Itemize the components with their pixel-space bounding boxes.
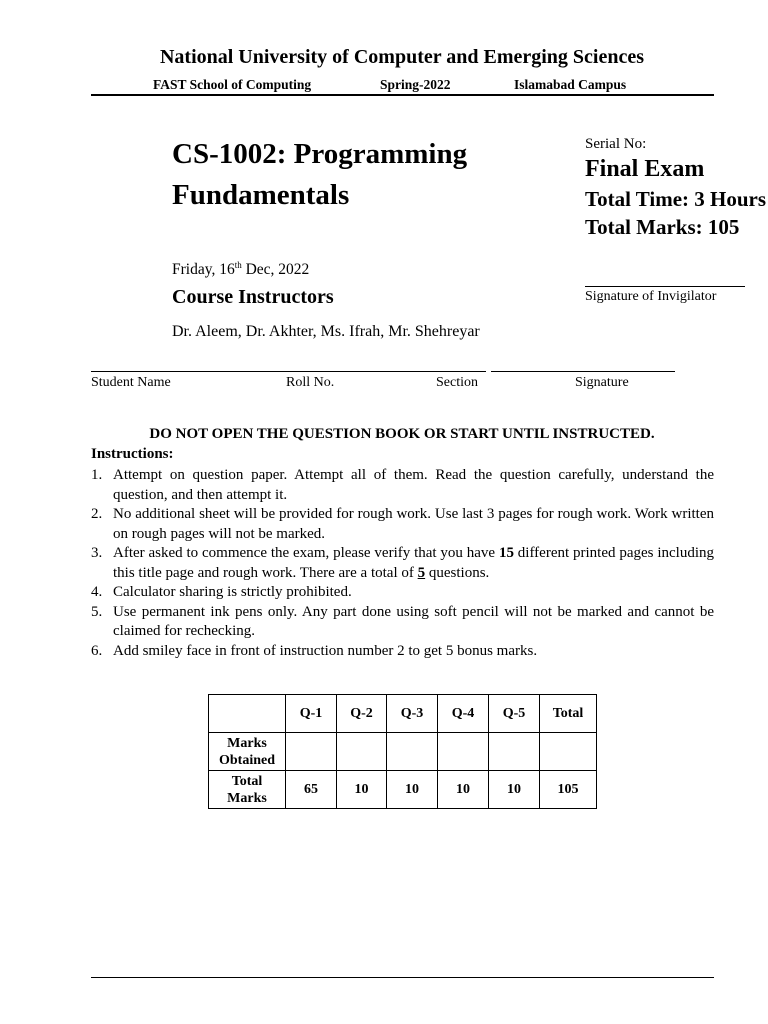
total-marks-cell: 65 [286,771,337,809]
total-time: Total Time: 3 Hours [585,187,767,211]
serial-number-label: Serial No: [585,136,647,152]
instruction-item [91,583,714,603]
semester: Spring-2022 [380,77,451,92]
row-label [209,733,286,771]
table-header-cell: Q-4 [438,695,489,733]
total-marks-cell: 10 [489,771,540,809]
row-label-line: Obtained [218,752,275,768]
student-signature-line [491,371,675,372]
instructions-list [91,466,714,661]
student-signature-label: Signature [575,375,629,390]
table-header-row [209,695,597,733]
instruction-text-post: questions. [425,564,490,581]
marks-obtained-cell [286,733,337,771]
student-name-label: Student Name [91,375,171,390]
date-rest: Dec, 2022 [241,261,310,279]
university-name: National University of Computer and Emerging Sciences [159,46,645,68]
instruction-text: Calculator sharing is strictly prohibited. [113,584,352,600]
marks-obtained-cell [438,733,489,771]
total-marks-cell: 10 [337,771,387,809]
table-header-cell: Q-5 [489,695,540,733]
total-marks-cell: 10 [387,771,438,809]
instruction-item [91,466,714,505]
table-header-cell: Q-1 [286,695,337,733]
total-marks: Total Marks: 105 [585,215,740,239]
row-label [209,771,286,809]
course-title-line2: Fundamentals [172,179,350,211]
marks-obtained-cell [337,733,387,771]
table-row [209,771,597,809]
table-header-cell: Total [540,695,597,733]
instruction-text: No additional sheet will be provided for rough work. Use last 3 pages for rough work. Work written on rough pages will not be marked. [113,506,714,542]
instruction-number: 6. [91,642,103,659]
instruction-item [91,544,714,583]
table-row [209,733,597,771]
course-title-line1: CS-1002: Programming [172,138,468,170]
instructions-title: Instructions: [91,446,174,462]
warning-notice: DO NOT OPEN THE QUESTION BOOK OR START UNTIL INSTRUCTED. [149,426,655,442]
question-count: 5 [417,564,426,581]
date-prefix: Friday, 16 [172,261,235,279]
instruction-number: 3. [91,545,103,561]
instruction-text: Add smiley face in front of instruction number 2 to get 5 bonus marks. [113,642,538,659]
footer-divider [91,977,714,978]
course-instructors-heading: Course Instructors [172,286,334,308]
instruction-text-pre: After asked to commence the exam, please verify that you have [113,545,499,561]
marks-obtained-cell [540,733,597,771]
marks-table [208,694,597,809]
date-ordinal: th [234,260,242,270]
school-name: FAST School of Computing [153,77,312,92]
marks-obtained-cell [387,733,438,771]
student-info-line [91,371,486,372]
instruction-number: 1. [91,467,103,483]
instruction-number: 4. [91,584,103,600]
marks-obtained-cell [489,733,540,771]
course-instructors-names: Dr. Aleem, Dr. Akhter, Ms. Ifrah, Mr. Shehreyar [172,323,480,340]
instruction-number: 5. [91,603,103,620]
table-header-cell: Q-2 [337,695,387,733]
campus: Islamabad Campus [514,77,627,92]
instruction-item [91,505,714,544]
section-label: Section [436,375,478,390]
total-marks-cell: 105 [540,771,597,809]
instruction-item [91,603,714,642]
table-header-cell: Q-3 [387,695,438,733]
total-marks-cell: 10 [438,771,489,809]
header-divider [91,94,714,96]
invigilator-signature-line [585,286,745,287]
instruction-number: 2. [91,506,103,522]
instruction-text: Attempt on question paper. Attempt all of them. Read the question carefully, understand the question, and then attempt it. [113,467,714,503]
instruction-text: Use permanent ink pens only. Any part done using soft pencil will not be marked and cannot be claimed for rechecking. [113,603,714,639]
row-label-line: Marks [227,735,267,751]
instruction-item [91,642,714,662]
table-header-cell [209,695,286,733]
instruction-text-mid: different printed pages including this title page and rough work. There are a total of [113,545,714,581]
exam-type: Final Exam [585,156,705,182]
invigilator-signature-label: Signature of Invigilator [585,289,717,304]
row-label-line: Marks [227,790,267,806]
roll-number-label: Roll No. [286,375,335,390]
exam-date [172,260,309,279]
course-title [172,134,552,216]
row-label-line: Total [231,773,263,789]
page-count: 15 [498,545,514,561]
